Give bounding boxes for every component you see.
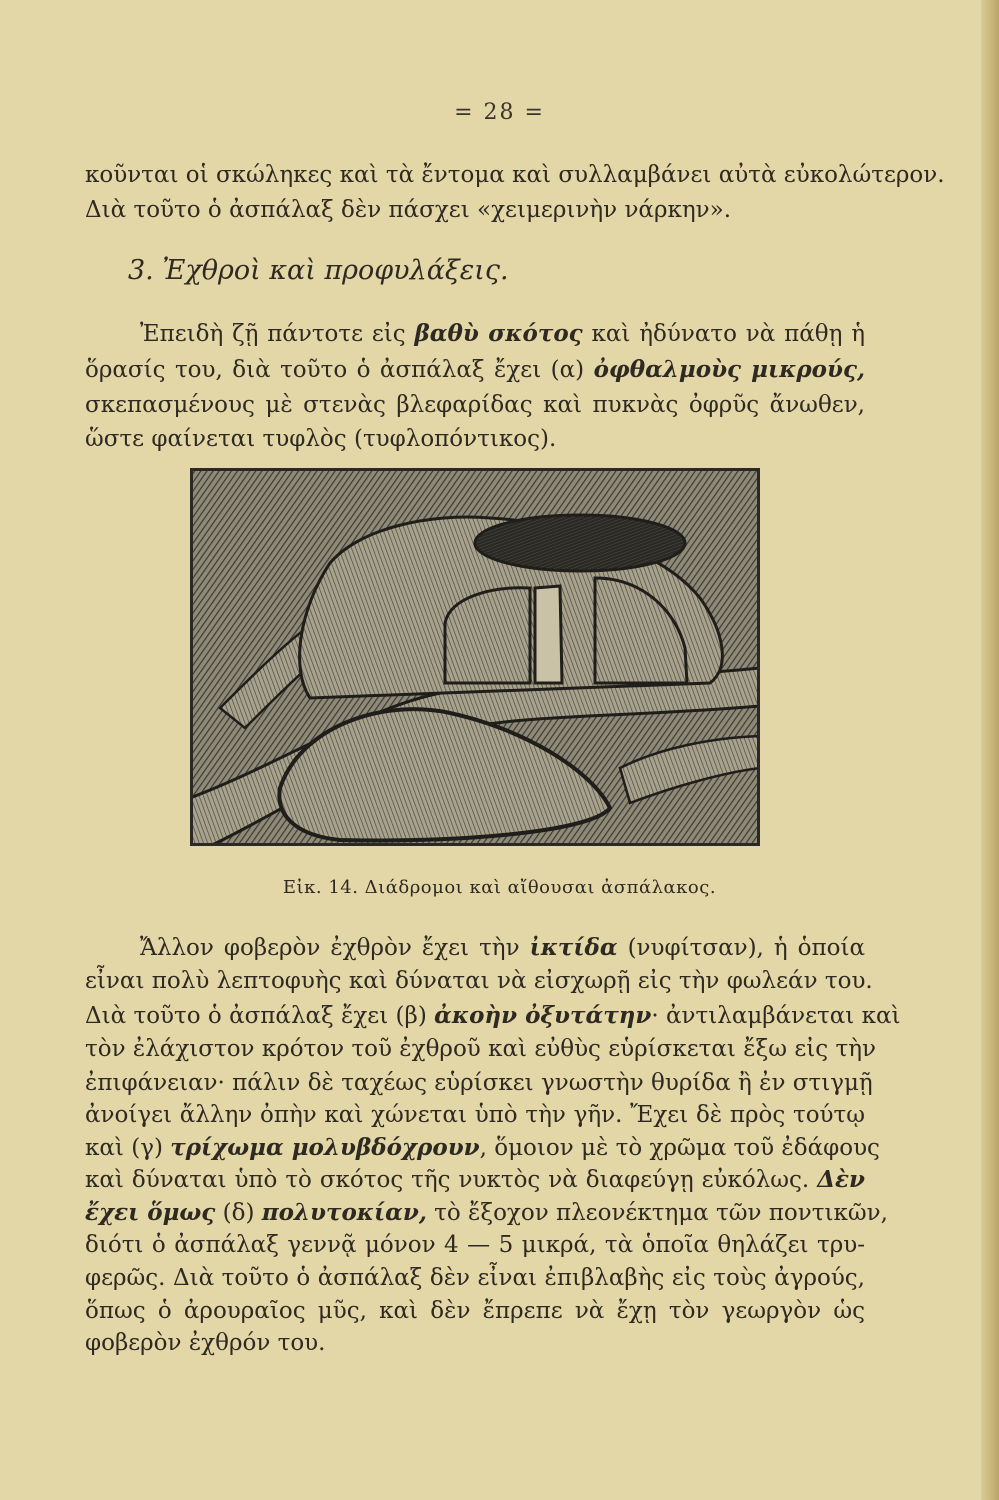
emphasis-text: βαθὺ σκότος xyxy=(414,320,583,347)
figure-caption: Εἰκ. 14. Διάδρομοι καὶ αἴθουσαι ἀσπάλακος. xyxy=(282,877,717,898)
text-line: ὅπως ὁ ἀρουραῖος μῦς, καὶ δὲν ἔπρεπε νὰ ἔχῃ τὸν γεωργὸν ὡς xyxy=(85,1298,865,1324)
page-edge xyxy=(981,0,999,1500)
text-span: καὶ δύναται ὑπὸ τὸ σκότος τῆς νυκτὸς νὰ διαφεύγῃ εὐκόλως. xyxy=(85,1167,818,1193)
emphasis-text: ἰκτίδα xyxy=(529,934,618,961)
text-span: (δ) xyxy=(215,1200,262,1226)
page-number: = 28 = xyxy=(454,100,545,125)
text-line: τὸν ἐλάχιστον κρότον τοῦ ἐχθροῦ καὶ εὐθὺς εὑρίσκεται ἔξω εἰς τὴν xyxy=(85,1036,876,1062)
text-line: κοῦνται οἱ σκώληκες καὶ τὰ ἔντομα καὶ συλλαμβάνει αὐτὰ εὐκολώτερον. xyxy=(85,162,945,188)
text-span: ὅρασίς του, διὰ τοῦτο ὁ ἀσπάλαξ ἔχει (α) xyxy=(85,357,594,383)
text-span: Ἐπειδὴ ζῇ πάντοτε εἰς xyxy=(140,321,415,347)
text-line: σκεπασμένους μὲ στενὰς βλεφαρίδας καὶ πυκνὰς ὀφρῦς ἄνωθεν, xyxy=(85,392,865,418)
text-line: ἐπιφάνειαν· πάλιν δὲ ταχέως εὑρίσκει γνωστὴν θυρίδα ἢ ἐν στιγμῇ xyxy=(85,1070,873,1096)
text-span: Ἄλλον φοβερὸν ἐχθρὸν ἔχει τὴν xyxy=(140,935,530,961)
text-line: διότι ὁ ἀσπάλαξ γεννᾷ μόνον 4 — 5 μικρά, τὰ ὁποῖα θηλάζει τρυ- xyxy=(85,1232,865,1258)
text-line xyxy=(85,354,865,386)
engraving-mole-burrow xyxy=(190,468,760,846)
text-span: καὶ ἠδύνατο νὰ πάθῃ ἡ xyxy=(582,321,865,347)
text-line: ὥστε φαίνεται τυφλὸς (τυφλοπόντικος). xyxy=(85,426,557,452)
text-line xyxy=(85,1000,901,1032)
text-line: ἀνοίγει ἄλλην ὀπὴν καὶ χώνεται ὑπὸ τὴν γῆν. Ἔχει δὲ πρὸς τούτῳ xyxy=(85,1102,865,1128)
emphasis-text: ὀφθαλμοὺς μικρούς, xyxy=(593,356,865,383)
text-span: (νυφίτσαν), ἡ ὁποία xyxy=(617,935,866,961)
emphasis-text: ἔχει ὅμως xyxy=(85,1199,216,1226)
text-line: φοβερὸν ἐχθρόν του. xyxy=(85,1330,326,1356)
engraving-illustration xyxy=(190,468,760,846)
emphasis-text: τρίχωμα μολυβδόχρουν xyxy=(170,1134,480,1161)
text-span: τὸ ἔξοχον πλεονέκτημα τῶν ποντικῶν, xyxy=(426,1200,888,1226)
text-line xyxy=(140,318,865,350)
text-line: φερῶς. Διὰ τοῦτο ὁ ἀσπάλαξ δὲν εἶναι ἐπιβλαβὴς εἰς τοὺς ἀγρούς, xyxy=(85,1265,865,1291)
emphasis-text: ἀκοὴν ὀξυτάτην xyxy=(434,1002,652,1029)
text-span: καὶ (γ) xyxy=(85,1135,171,1161)
text-span: , ὅμοιον μὲ τὸ χρῶμα τοῦ ἐδάφους xyxy=(479,1135,880,1161)
text-span: Διὰ τοῦτο ὁ ἀσπάλαξ ἔχει (β) xyxy=(85,1003,435,1029)
text-line: Διὰ τοῦτο ὁ ἀσπάλαξ δὲν πάσχει «χειμερινὴν νάρκην». xyxy=(85,197,731,223)
text-line: εἶναι πολὺ λεπτοφυὴς καὶ δύναται νὰ εἰσχωρῇ εἰς τὴν φωλεάν του. xyxy=(85,968,873,994)
text-line xyxy=(85,1197,888,1229)
emphasis-text: πολυτοκίαν, xyxy=(261,1199,427,1226)
text-span: · ἀντιλαμβάνεται καὶ xyxy=(651,1003,901,1029)
text-line xyxy=(85,1164,865,1196)
text-line xyxy=(140,932,865,964)
emphasis-text: Δὲν xyxy=(817,1166,865,1193)
text-line xyxy=(85,1132,880,1164)
section-heading: 3. Ἐχθροὶ καὶ προφυλάξεις. xyxy=(128,255,509,286)
